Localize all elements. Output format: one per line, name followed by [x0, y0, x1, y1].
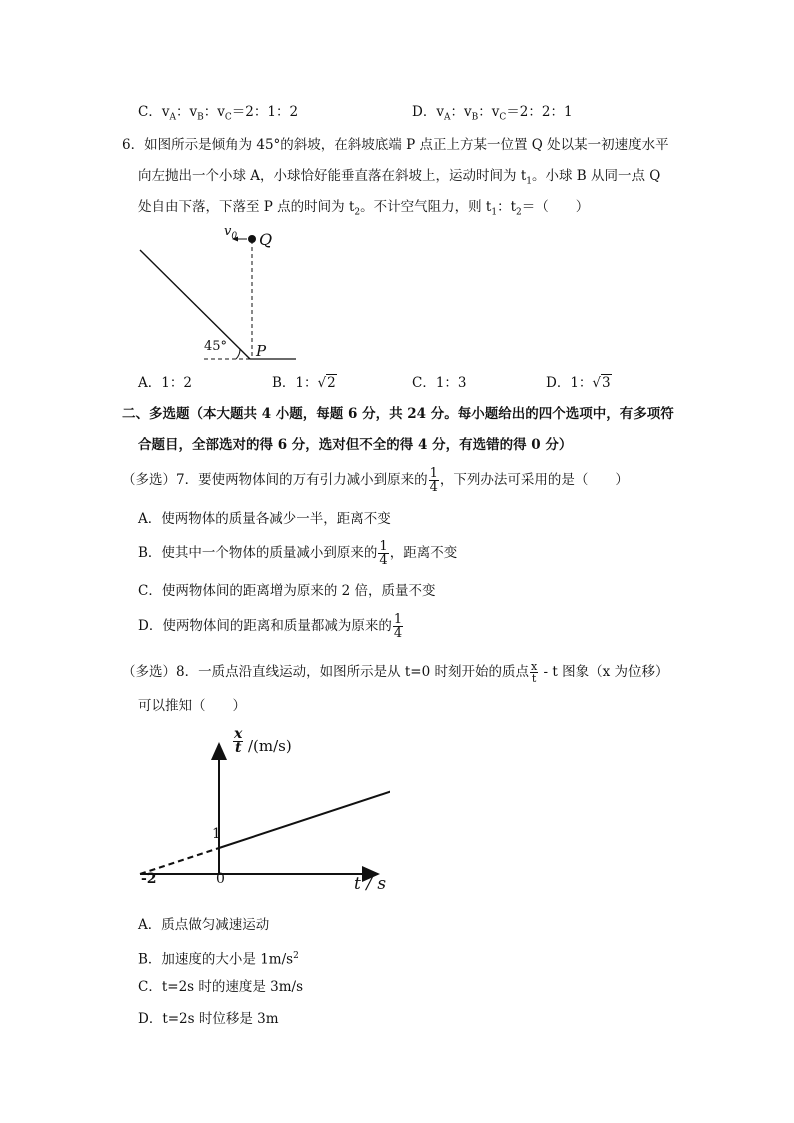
q6-option-c: C．1：3 [412, 375, 467, 391]
q5-option-c [138, 102, 298, 128]
angle-label: 45° [204, 339, 228, 354]
text: ＝（ ） [521, 199, 590, 215]
text: 处自由下落，下落至 P 点的时间为 t [138, 199, 355, 215]
q6-option-b [272, 373, 337, 393]
text: B．1： [272, 375, 318, 391]
text: 向左抛出一个小球 A，小球恰好能垂直落在斜坡上，运动时间为 t [138, 168, 527, 184]
sub: 0 [231, 231, 238, 242]
q8-option-d: D．t=2s 时位移是 3m [138, 1011, 279, 1027]
denominator: t [531, 672, 537, 685]
numerator: x [531, 660, 538, 673]
data-line [219, 770, 390, 848]
text: B．使其中一个物体的质量减小到原来的 [138, 545, 378, 561]
fraction [378, 540, 388, 567]
numerator: 1 [429, 466, 438, 481]
text: ：t [497, 199, 517, 215]
sub: 1 [526, 176, 532, 187]
q6-option-a: A．1：2 [138, 375, 192, 391]
y-fraction [233, 728, 243, 755]
neg-tick-label: -2 [141, 871, 157, 887]
denominator: 4 [393, 626, 403, 641]
fraction [530, 661, 538, 684]
v0-label [224, 224, 237, 242]
denominator: 4 [429, 480, 438, 495]
denominator: 4 [379, 553, 388, 568]
sub-c: C [499, 112, 507, 123]
sub: 2 [354, 207, 361, 218]
q-label: Q [259, 230, 273, 249]
y-axis-label [232, 728, 244, 755]
text: B．加速度的大小是 1m/s [138, 951, 294, 968]
radicand: 3 [602, 375, 611, 391]
v-symbol: v [436, 104, 444, 120]
text: （多选）8．一质点沿直线运动，如图所示是从 t=0 时刻开始的质点 [122, 664, 529, 680]
sep: ：v [175, 104, 198, 120]
q5-option-d [412, 102, 573, 128]
angle-arc [236, 349, 240, 359]
sep: ：v [450, 104, 472, 120]
text: D．使两物体间的距离和质量都减为原来的 [138, 618, 392, 634]
slope-line [140, 250, 250, 359]
ratio: ＝2：1：2 [231, 104, 299, 120]
superscript: 2 [293, 951, 299, 961]
series-lines [140, 770, 390, 874]
numerator: x [234, 726, 243, 742]
q7-stem [122, 467, 629, 494]
numerator: 1 [379, 539, 388, 554]
sub: 2 [516, 207, 522, 218]
text: 。小球 B 从同一点 Q [532, 168, 661, 184]
q6-option-d [546, 373, 612, 393]
q8-stem [122, 661, 668, 684]
denominator: t [234, 740, 242, 756]
text: 。不计空气阻力，则 t [360, 199, 492, 215]
text: （多选）7．要使两物体间的万有引力减小到原来的 [122, 472, 428, 488]
ratio: ＝2：2：1 [506, 104, 573, 120]
ball-q [248, 235, 256, 243]
y-tick-label: 1 [212, 826, 221, 842]
q6-line-2 [138, 166, 660, 192]
origin-label: 0 [216, 871, 225, 887]
numerator: 1 [393, 612, 403, 627]
q8-option-a: A．质点做匀减速运动 [138, 917, 270, 933]
sub-b: B [197, 112, 204, 123]
fraction [393, 613, 403, 640]
q7-option-b [138, 540, 457, 567]
y-unit-label: /(m/s) [248, 737, 292, 755]
x-axis-label: t / s [354, 874, 387, 894]
sub-a: A [169, 112, 176, 123]
text: D．1： [546, 375, 593, 391]
sub-c: C [224, 112, 232, 123]
v-symbol: v [161, 104, 170, 120]
sep: ：v [478, 104, 500, 120]
option-label: C． [138, 104, 162, 120]
q6-line-3 [138, 197, 589, 223]
p-label: P [256, 342, 267, 360]
q8-option-b [138, 946, 299, 970]
sep: ：v [203, 104, 225, 120]
sqrt: √3 [592, 375, 611, 391]
text: ，下列办法可采用的是（ ） [439, 472, 629, 488]
sub-b: B [471, 112, 479, 123]
q7-option-c: C．使两物体间的距离增为原来的 2 倍，质量不变 [138, 583, 436, 599]
section-title-line-1: 二、多选题（本大题共 4 小题，每题 6 分，共 24 分。每小题给出的四个选项中，有多项符 [122, 406, 674, 422]
sqrt: √2 [317, 375, 336, 391]
sub-a: A [443, 112, 451, 123]
radicand: 2 [327, 375, 336, 391]
sub: 1 [491, 207, 498, 218]
section-title-line-2: 合题目，全部选对的得 6 分，选对但不全的得 4 分，有选错的得 0 分） [138, 437, 573, 453]
q7-option-d [138, 613, 404, 640]
text: - t 图象（x 为位移） [539, 664, 669, 680]
fraction [429, 467, 439, 494]
v: v [224, 224, 232, 239]
q7-option-a: A．使两物体的质量各减少一半，距离不变 [138, 511, 391, 527]
option-label: D． [412, 104, 437, 120]
q8-option-c: C．t=2s 时的速度是 3m/s [138, 979, 304, 995]
text: ，距离不变 [389, 545, 458, 561]
q6-line-1: 6．如图所示是倾角为 45°的斜坡，在斜坡底端 P 点正上方某一位置 Q 处以某一初速度水平 [122, 137, 669, 153]
q8-line-2: 可以推知（ ） [138, 698, 246, 714]
